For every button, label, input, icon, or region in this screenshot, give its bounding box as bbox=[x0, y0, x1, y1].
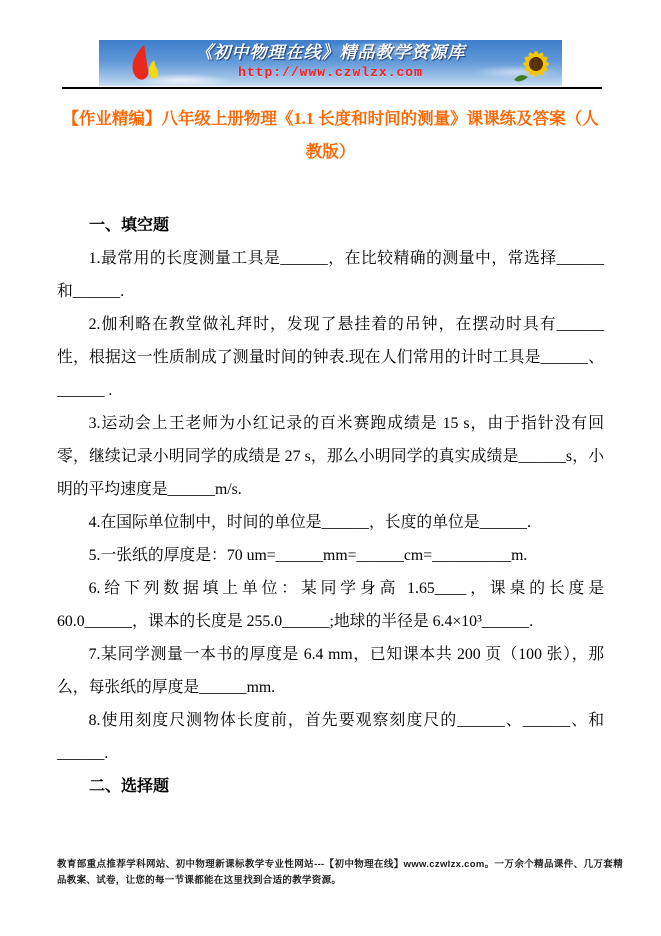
document-body bbox=[57, 209, 604, 803]
site-banner bbox=[99, 40, 562, 86]
sunflower-icon bbox=[510, 44, 554, 86]
question-7: 7.某同学测量一本书的厚度是 6.4 mm，已知课本共 200 页（100 张），那么，每张纸的厚度是______mm. bbox=[57, 646, 604, 696]
section-heading-fill-in-blanks: 一、填空题 bbox=[89, 217, 170, 234]
page-footer: 教育部重点推荐学科网站、初中物理新课标教学专业性网站---【初中物理在线】www.czwlzx.com。一万余个精品课件、几万套精品教案、试卷，让您的每一节课都能在这里找到合适的教学资源。 bbox=[57, 859, 623, 886]
section-heading-multiple-choice: 二、选择题 bbox=[89, 778, 170, 795]
question-5: 5.一张纸的厚度是：70 um=______mm=______cm=__________m. bbox=[88, 547, 528, 564]
question-3: 3.运动会上王老师为小红记录的百米赛跑成绩是 15 s，由于指针没有回零，继续记录小明同学的成绩是 27 s，那么小明同学的真实成绩是______s，小明的平均速度是______m/s. bbox=[57, 415, 604, 498]
site-url-link[interactable]: http://www.czwlzx.com bbox=[238, 65, 423, 80]
question-8: 8.使用刻度尺测物体长度前，首先要观察刻度尺的______、______、和______. bbox=[57, 712, 604, 762]
question-2: 2.伽利略在教堂做礼拜时，发现了悬挂着的吊钟，在摆动时具有______性，根据这一性质制成了测量时间的钟表.现在人们常用的计时工具是______、______ . bbox=[57, 316, 604, 399]
site-title: 《初中物理在线》精品教学资源库 bbox=[195, 43, 466, 62]
question-6: 6.给下列数据填上单位：某同学身高 1.65____，课桌的长度是 60.0______，课本的长度是 255.0______;地球的半径是 6.4×10³______. bbox=[57, 580, 604, 630]
header-divider bbox=[62, 87, 602, 89]
banner-text-block bbox=[99, 42, 562, 82]
question-1: 1.最常用的长度测量工具是______，在比较精确的测量中，常选择______和______. bbox=[57, 250, 604, 300]
page-title: 【作业精编】八年级上册物理《1.1 长度和时间的测量》课课练及答案（人教版） bbox=[62, 109, 599, 161]
question-4: 4.在国际单位制中，时间的单位是______，长度的单位是______. bbox=[88, 514, 531, 531]
